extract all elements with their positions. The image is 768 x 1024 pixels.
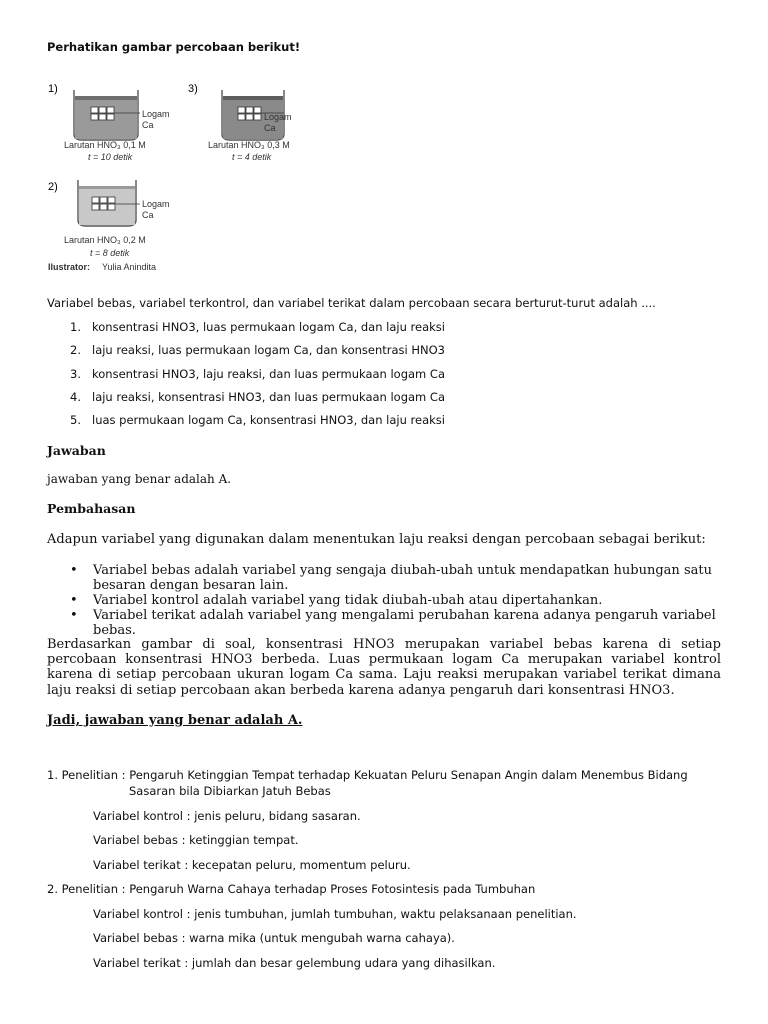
final-answer: Jadi, jawaban yang benar adalah A. (47, 713, 303, 728)
bullet-icon: • (70, 608, 78, 623)
question-heading: Perhatikan gambar percobaan berikut! (47, 40, 301, 54)
bullet-text: Variabel bebas adalah variabel yang sengaja diubah-ubah untuk mendapatkan hubungan satu besaran dengan besaran lain. (93, 563, 712, 593)
time-label-1: t = 10 detik (88, 152, 133, 162)
option-5 (70, 413, 445, 427)
example-2-independent: Variabel bebas : warna mika (untuk mengubah warna cahaya). (93, 931, 455, 945)
beaker-1-number: 1) (48, 83, 58, 95)
illustrator-label: Ilustrator: (48, 262, 91, 272)
beaker-2-number: 2) (48, 181, 58, 193)
option-number: 4. (70, 390, 81, 404)
example-2-title: 2. Penelitian : Pengaruh Warna Cahaya terhadap Proses Fotosintesis pada Tumbuhan (47, 882, 536, 896)
bullet-icon: • (70, 593, 78, 608)
solution-label-2: Larutan HNO₃ 0,2 M (64, 235, 146, 245)
example-1-independent: Variabel bebas : ketinggian tempat. (93, 833, 299, 847)
bullet-item-3 (70, 608, 722, 638)
example-1-title: 1. Penelitian : Pengaruh Ketinggian Tempat terhadap Kekuatan Peluru Senapan Angin dalam Menembus Bidang (47, 768, 688, 782)
example-2-control: Variabel kontrol : jenis tumbuhan, jumlah tumbuhan, waktu pelaksanaan penelitian. (93, 907, 577, 921)
bullet-text: Variabel terikat adalah variabel yang mengalami perubahan karena adanya pengaruh variabel bebas. (93, 608, 716, 638)
solution-label-1: Larutan HNO₃ 0,1 M (64, 140, 146, 150)
option-number: 1. (70, 320, 81, 334)
example-2-dependent: Variabel terikat : jumlah dan besar gelembung udara yang dihasilkan. (93, 956, 496, 970)
answer-heading: Jawaban (47, 443, 106, 458)
metal-label-1: Logam (142, 109, 170, 119)
example-1-dependent: Variabel terikat : kecepatan peluru, momentum peluru. (93, 858, 411, 872)
time-label-3: t = 4 detik (232, 152, 272, 162)
option-1 (70, 320, 445, 334)
option-text: luas permukaan logam Ca, konsentrasi HNO3, dan laju reaksi (92, 413, 445, 427)
option-2 (70, 343, 445, 357)
option-number: 3. (70, 367, 81, 381)
example-1-control: Variabel kontrol : jenis peluru, bidang sasaran. (93, 809, 361, 823)
solution-label-3: Larutan HNO₃ 0,3 M (208, 140, 290, 150)
metal-label-2: Logam (142, 199, 170, 209)
discussion-intro: Adapun variabel yang digunakan dalam menentukan laju reaksi dengan percobaan sebagai berikut: (47, 532, 706, 547)
illustrator-name: Yulia Anindita (102, 262, 157, 272)
metal-label-1b: Ca (142, 120, 154, 130)
question-text: Variabel bebas, variabel terkontrol, dan variabel terikat dalam percobaan secara berturut-turut adalah .... (47, 296, 656, 310)
beaker-1 (48, 83, 170, 162)
example-1-title-cont: Sasaran bila Dibiarkan Jatuh Bebas (129, 784, 331, 798)
bullet-item-1 (70, 563, 722, 593)
metal-label-2b: Ca (142, 210, 154, 220)
bullet-text: Variabel kontrol adalah variabel yang tidak diubah-ubah atau dipertahankan. (93, 593, 603, 608)
experiment-figure (46, 76, 292, 276)
discussion-heading: Pembahasan (47, 501, 136, 516)
beaker-2 (48, 180, 170, 258)
option-number: 2. (70, 343, 81, 357)
bullet-icon: • (70, 563, 78, 578)
metal-label-3: Logam (264, 112, 292, 122)
option-text: konsentrasi HNO3, laju reaksi, dan luas permukaan logam Ca (92, 367, 445, 381)
answer-text: jawaban yang benar adalah A. (47, 472, 232, 486)
beakers-illustration (46, 76, 292, 276)
option-number: 5. (70, 413, 81, 427)
option-text: laju reaksi, konsentrasi HNO3, dan luas permukaan logam Ca (92, 390, 445, 404)
metal-label-3b: Ca (264, 123, 276, 133)
bullet-item-2 (70, 593, 722, 608)
beaker-3-number: 3) (188, 83, 198, 95)
option-text: laju reaksi, luas permukaan logam Ca, dan konsentrasi HNO3 (92, 343, 445, 357)
option-text: konsentrasi HNO3, luas permukaan logam Ca, dan laju reaksi (92, 320, 445, 334)
conclusion-paragraph: Berdasarkan gambar di soal, konsentrasi HNO3 merupakan variabel bebas karena di setiap percobaan konsentrasi HNO3 berbeda. Luas permukaan logam Ca merupakan variabel kontrol karena di setiap percobaan ukuran logam Ca sama. Laju reaksi merupakan variabel terikat dimana laju reaksi di setiap percobaan akan berbeda karena adanya pengaruh dari konsentrasi HNO3. (47, 637, 721, 698)
beaker-3 (188, 83, 292, 162)
time-label-2: t = 8 detik (90, 248, 130, 258)
option-3 (70, 367, 445, 381)
option-4 (70, 390, 445, 404)
